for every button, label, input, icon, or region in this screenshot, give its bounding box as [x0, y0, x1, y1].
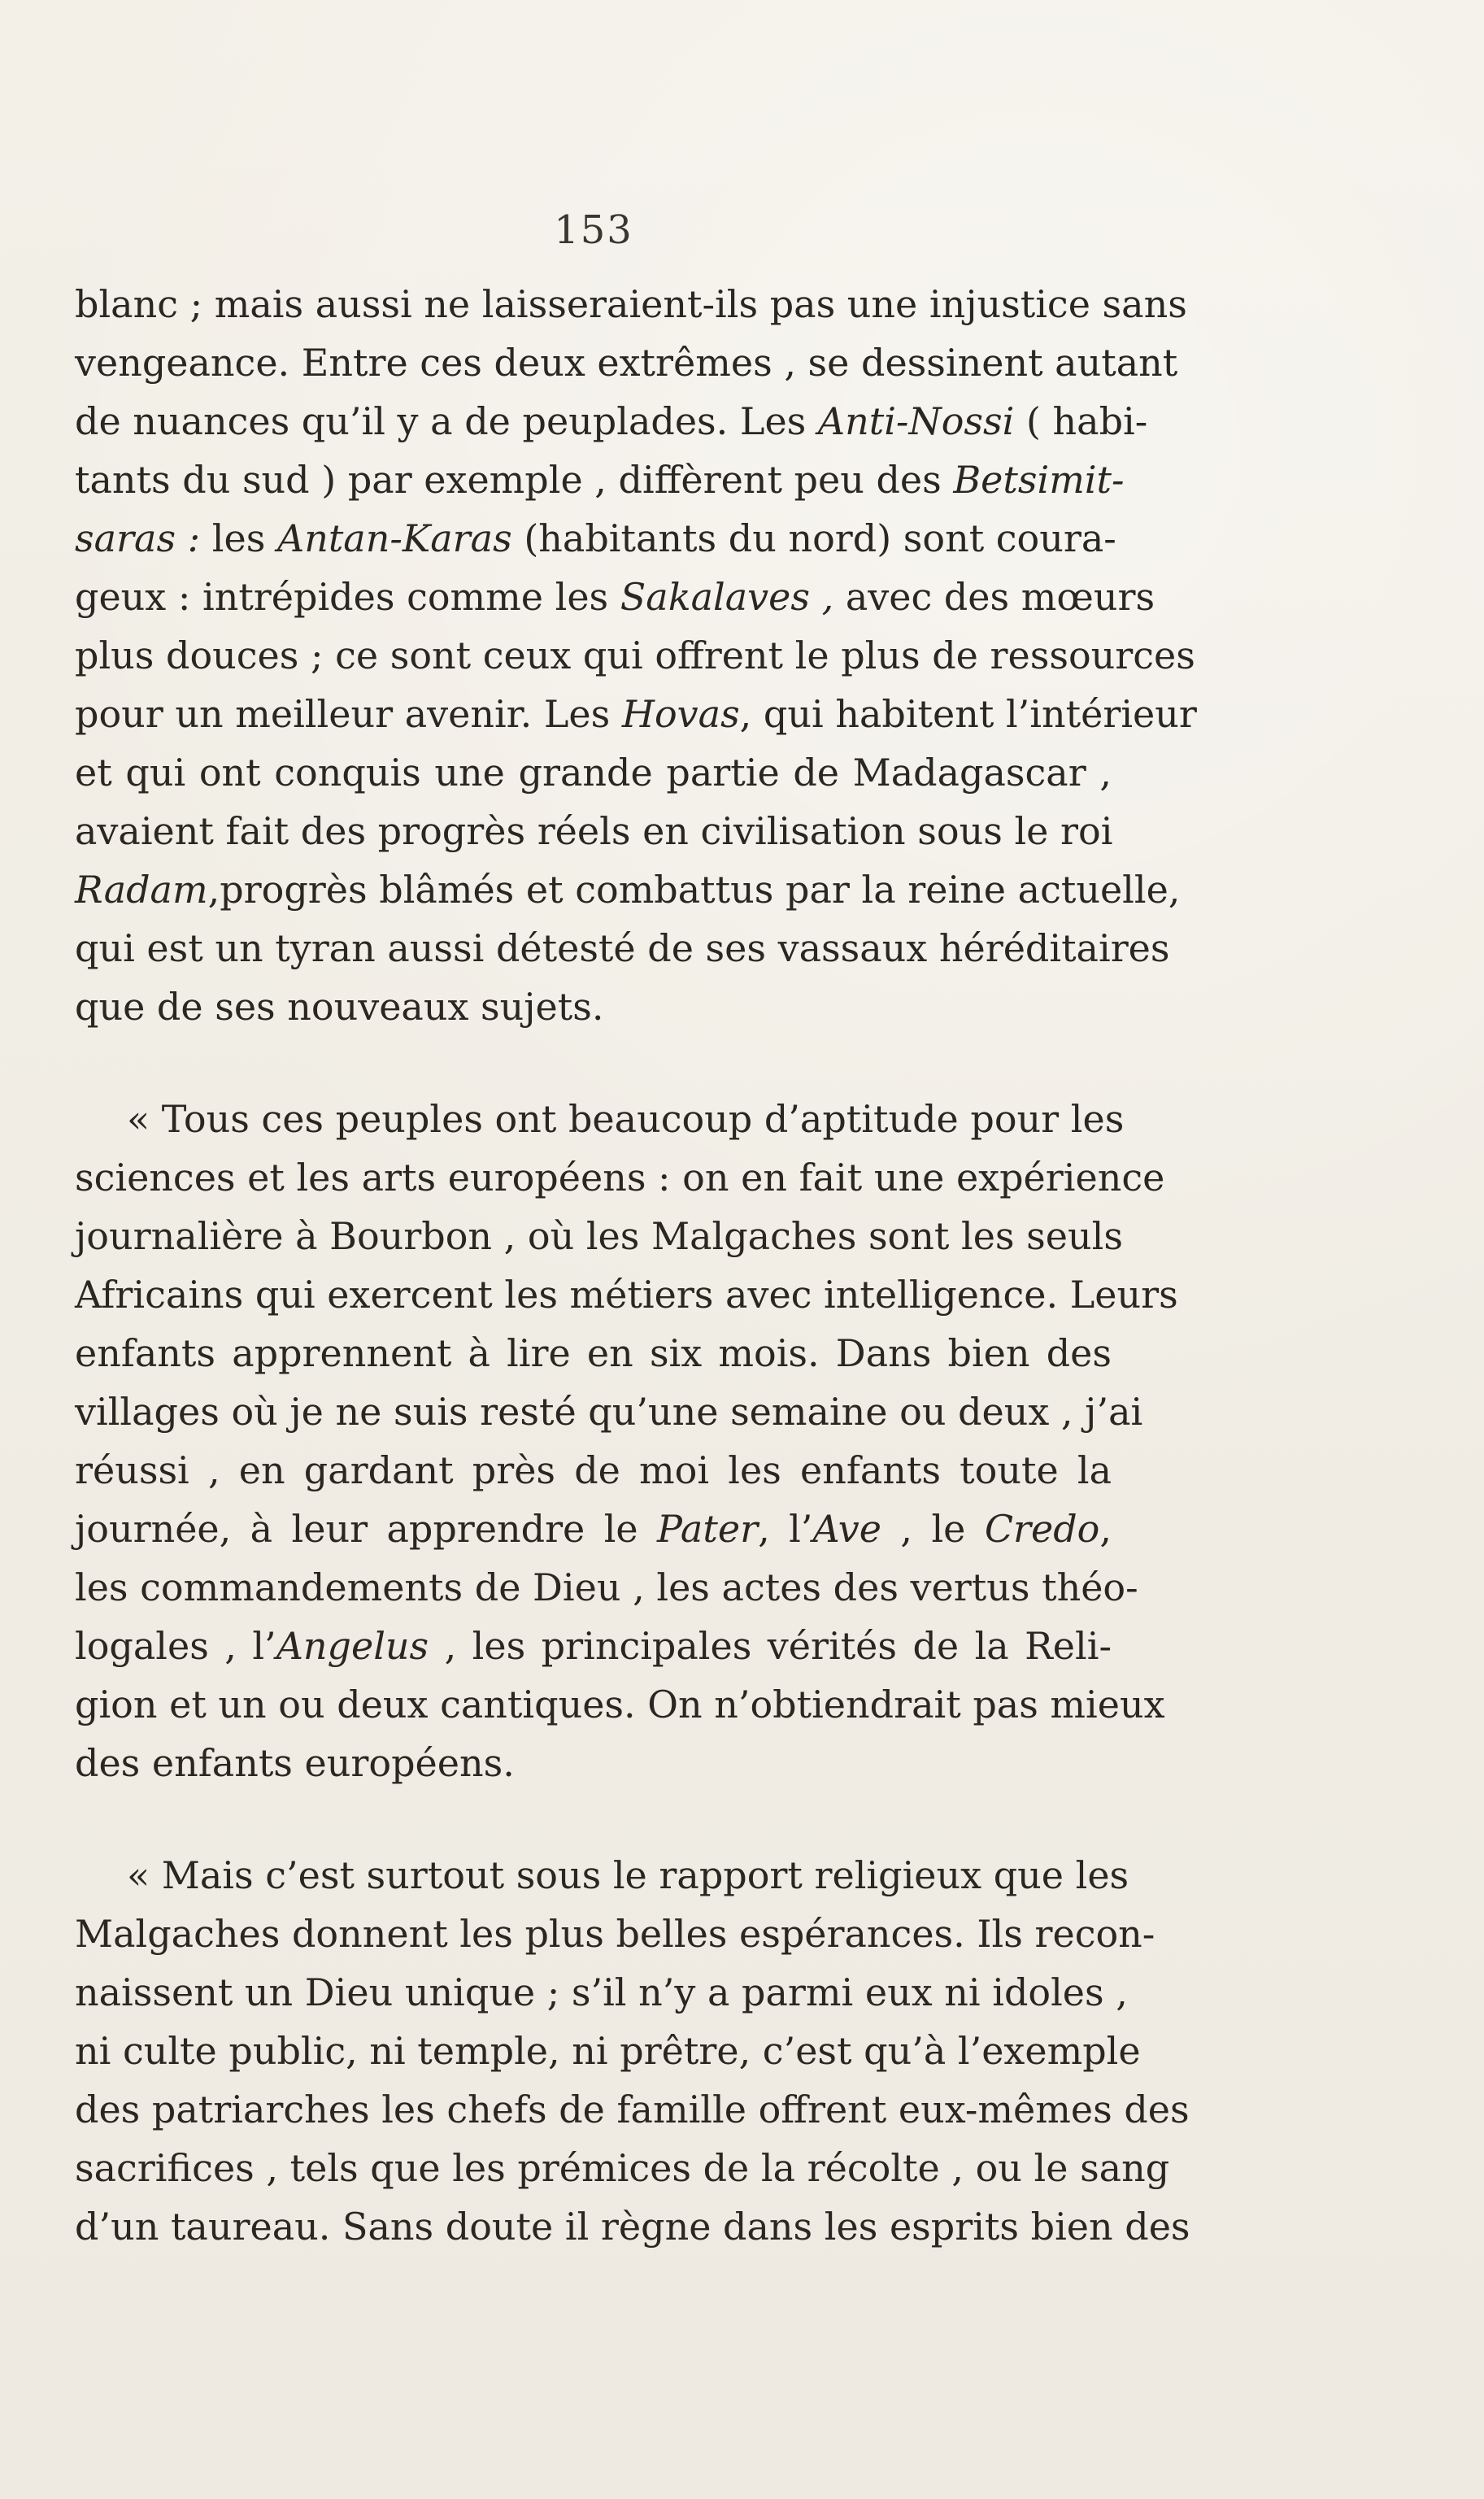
paragraph-1 — [75, 275, 1197, 1036]
italic-text: Sakalaves , — [620, 575, 834, 619]
italic-text: Hovas — [621, 692, 740, 736]
text-line — [75, 509, 1116, 568]
text-run: ,progrès blâmés et combattus par la reine actuelle, — [207, 868, 1181, 912]
text-run: , l’ — [758, 1507, 813, 1551]
text-line — [75, 1382, 1143, 1441]
text-line — [75, 743, 1112, 802]
italic-text: Antan-Karas — [276, 516, 512, 560]
text-line — [75, 1558, 1138, 1617]
text-run: des patriarches les chefs de famille offrent eux-mêmes des — [75, 2088, 1190, 2131]
text-run: vengeance. Entre ces deux extrêmes , se dessinent autant — [75, 341, 1178, 385]
text-line — [75, 333, 1178, 392]
paragraph-2 — [75, 1090, 1178, 1792]
text-run: et qui ont conquis une grande partie de Madagascar , — [75, 751, 1112, 795]
text-line — [75, 1846, 1129, 1905]
text-run: « Tous ces peuples ont beaucoup d’aptitude pour les — [127, 1097, 1125, 1141]
text-run: d’un taureau. Sans doute il règne dans les esprits bien des — [75, 2205, 1190, 2249]
paragraph-3 — [75, 1846, 1190, 2256]
text-line — [75, 2197, 1190, 2256]
italic-text: Pater — [657, 1507, 759, 1551]
text-line — [75, 1441, 1112, 1500]
text-run: gion et un ou deux cantiques. On n’obtiendrait pas mieux — [75, 1683, 1165, 1726]
text-run: que de ses nouveaux sujets. — [75, 985, 604, 1029]
text-line — [75, 1905, 1155, 1963]
text-run: « Mais c’est surtout sous le rapport religieux que les — [127, 1853, 1129, 1897]
italic-text: Ave — [812, 1507, 882, 1551]
text-run: (habitants du nord) sont coura- — [511, 516, 1116, 560]
text-run: , qui habitent l’intérieur — [739, 692, 1197, 736]
text-line — [75, 568, 1155, 626]
text-line — [75, 1675, 1165, 1734]
text-run: plus douces ; ce sont ceux qui offrent le plus de ressources — [75, 633, 1195, 677]
text-line — [75, 1500, 1112, 1558]
text-run: blanc ; mais aussi ne laisseraient-ils pas une injustice sans — [75, 282, 1187, 326]
text-run: les — [200, 516, 277, 560]
text-run: sciences et les arts européens : on en fait une expérience — [75, 1156, 1165, 1199]
italic-text: saras : — [75, 516, 201, 560]
text-line — [75, 392, 1148, 451]
text-run: , — [1099, 1507, 1112, 1551]
text-line — [75, 1207, 1123, 1265]
text-run: geux : intrépides comme les — [75, 575, 620, 619]
text-run: Malgaches donnent les plus belles espérances. Ils recon- — [75, 1912, 1155, 1956]
text-run: , les principales vérités de la Reli- — [429, 1624, 1112, 1668]
text-run: des enfants européens. — [75, 1741, 515, 1785]
text-run: qui est un tyran aussi détesté de ses vassaux héréditaires — [75, 926, 1170, 970]
text-line — [75, 451, 1125, 509]
body-text — [75, 275, 1197, 2256]
text-run: ( habi- — [1014, 399, 1148, 443]
text-line — [75, 1265, 1178, 1324]
text-line — [75, 1148, 1165, 1207]
text-run: villages où je ne suis resté qu’une semaine ou deux , j’ai — [75, 1390, 1143, 1434]
text-run: naissent un Dieu unique ; s’il n’y a parmi eux ni idoles , — [75, 1970, 1128, 2014]
page-number: 153 — [554, 207, 633, 253]
text-run: de nuances qu’il y a de peuplades. Les — [75, 399, 818, 443]
text-run: pour un meilleur avenir. Les — [75, 692, 622, 736]
text-run: , le — [881, 1507, 985, 1551]
text-line — [75, 977, 1112, 1036]
text-run: ni culte public, ni temple, ni prêtre, c’est qu’à l’exemple — [75, 2029, 1141, 2073]
text-line — [75, 685, 1197, 743]
text-line — [75, 860, 1181, 919]
text-run: avec des mœurs — [833, 575, 1155, 619]
text-line — [75, 802, 1112, 860]
italic-text: Radam — [75, 868, 208, 912]
text-run: sacrifices , tels que les prémices de la récolte , ou le sang — [75, 2146, 1170, 2190]
italic-text: Betsimit- — [953, 458, 1125, 502]
text-line — [75, 1090, 1125, 1148]
text-line — [75, 1963, 1128, 2022]
italic-text: Angelus — [276, 1624, 429, 1668]
text-line — [75, 2022, 1141, 2080]
text-line — [75, 1324, 1112, 1382]
text-run: journalière à Bourbon , où les Malgaches sont les seuls — [75, 1214, 1123, 1258]
text-run: avaient fait des progrès réels en civilisation sous le roi — [75, 809, 1113, 853]
text-run: journée, à leur apprendre le — [75, 1507, 658, 1551]
text-line — [75, 275, 1187, 333]
text-line — [75, 919, 1170, 977]
text-run: Africains qui exercent les métiers avec intelligence. Leurs — [75, 1273, 1178, 1317]
text-line — [75, 1617, 1112, 1675]
text-run: logales , l’ — [75, 1624, 276, 1668]
italic-text: Credo — [984, 1507, 1100, 1551]
text-line — [75, 2080, 1190, 2139]
text-line — [75, 626, 1195, 685]
text-run: les commandements de Dieu , les actes des vertus théo- — [75, 1565, 1138, 1609]
text-run: réussi , en gardant près de moi les enfants toute la — [75, 1448, 1112, 1492]
text-run: tants du sud ) par exemple , diffèrent peu des — [75, 458, 954, 502]
italic-text: Anti-Nossi — [817, 399, 1015, 443]
text-run: enfants apprennent à lire en six mois. Dans bien des — [75, 1331, 1112, 1375]
text-line — [75, 2139, 1170, 2197]
text-line — [75, 1734, 1112, 1792]
